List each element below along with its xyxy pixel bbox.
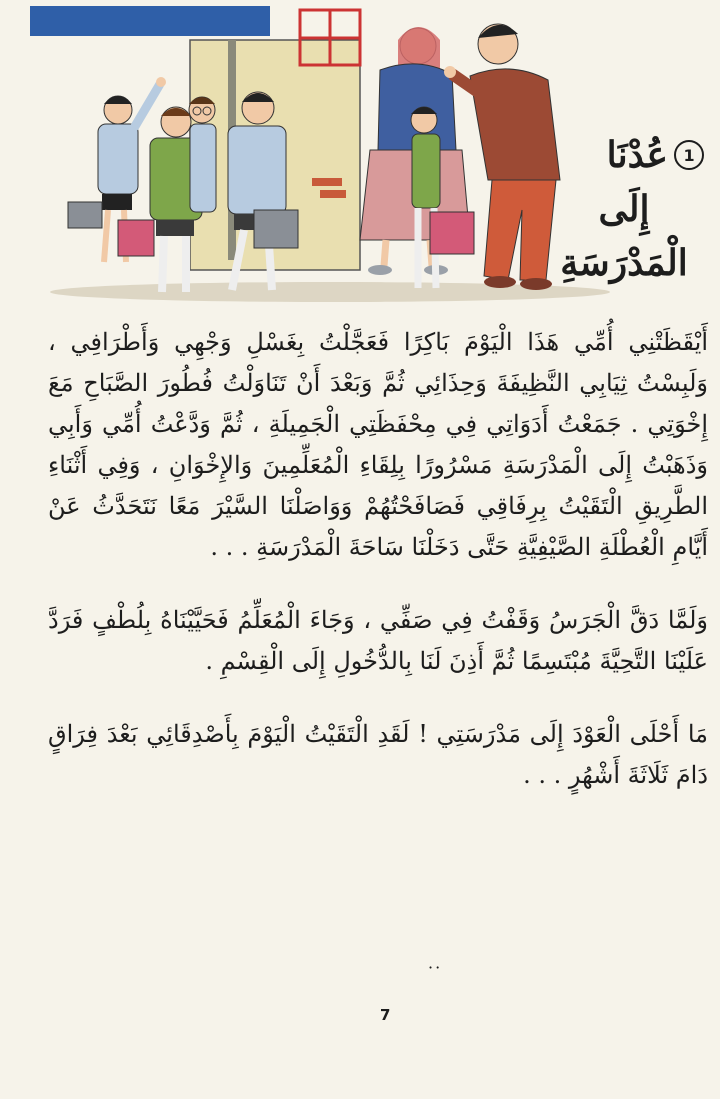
decorative-dots: ·· xyxy=(428,958,443,977)
lesson-title-line-1: عُدْنَا xyxy=(606,134,668,176)
lesson-title-block xyxy=(544,128,704,290)
paragraph-2: وَلَمَّا دَقَّ الْجَرَسُ وَقَفْتُ فِي صَفِّي ، وَجَاءَ الْمُعَلِّمُ فَحَيَّيْنَاهُ بِلُطْفٍ فَرَدَّ عَلَيْنَا التَّحِيَّةَ مُبْتَسِمًا ثُمَّ أَذِنَ لَنَا بِالدُّخُولِ إِلَى الْقِسْمِ . xyxy=(48,606,708,675)
lesson-title-line-2: إِلَى xyxy=(598,188,650,230)
boy-glasses xyxy=(189,97,216,212)
lesson-body xyxy=(48,322,708,796)
page-number: 7 xyxy=(380,1006,391,1024)
paragraph-3: مَا أَحْلَى الْعَوْدَ إِلَى مَدْرَسَتِي ! لَقَدِ الْتَقَيْتُ الْيَوْمَ بِأَصْدِقَائِي بَعْدَ فِرَاقٍ دَامَ ثَلَاثَةَ أَشْهُرٍ . . . xyxy=(48,720,708,789)
lesson-number: 1 xyxy=(674,140,704,170)
lesson-title-line-3: الْمَدْرَسَةِ xyxy=(560,242,688,284)
paragraph-1: أَيْقَظَتْنِي أُمِّي هَذَا الْيَوْمَ بَاكِرًا فَعَجَّلْتُ بِغَسْلِ وَجْهِي وَأَطْرَافِي ، وَلَبِسْتُ ثِيَابِي النَّظِيفَةَ وَحِذَائِي ثُمَّ وَبَعْدَ أَنْ تَنَاوَلْتُ فُطُورَ الصَّبَاحِ مَعَ إِخْوَتِي . جَمَعْتُ أَدَوَاتِي فِي مِحْفَظَتِي الْجَمِيلَةِ ، ثُمَّ وَدَّعْتُ أُمِّي وَأَبِي وَذَهَبْتُ إِلَى الْمَدْرَسَةِ مَسْرُورًا بِلِقَاءِ الْمُعَلِّمِينَ وَالإِخْوَانِ ، وَفِي أَثْنَاءِ الطَّرِيقِ الْتَقَيْتُ بِرِفَاقِي فَصَافَحْتُهُمْ وَوَاصَلْنَا السَّيْرَ مَعًا نَتَحَدَّثُ عَنْ أَيَّامِ الْعُطْلَةِ الصَّيْفِيَّةِ حَتَّى دَخَلْنَا سَاحَةَ الْمَدْرَسَةِ . . . xyxy=(48,328,708,561)
